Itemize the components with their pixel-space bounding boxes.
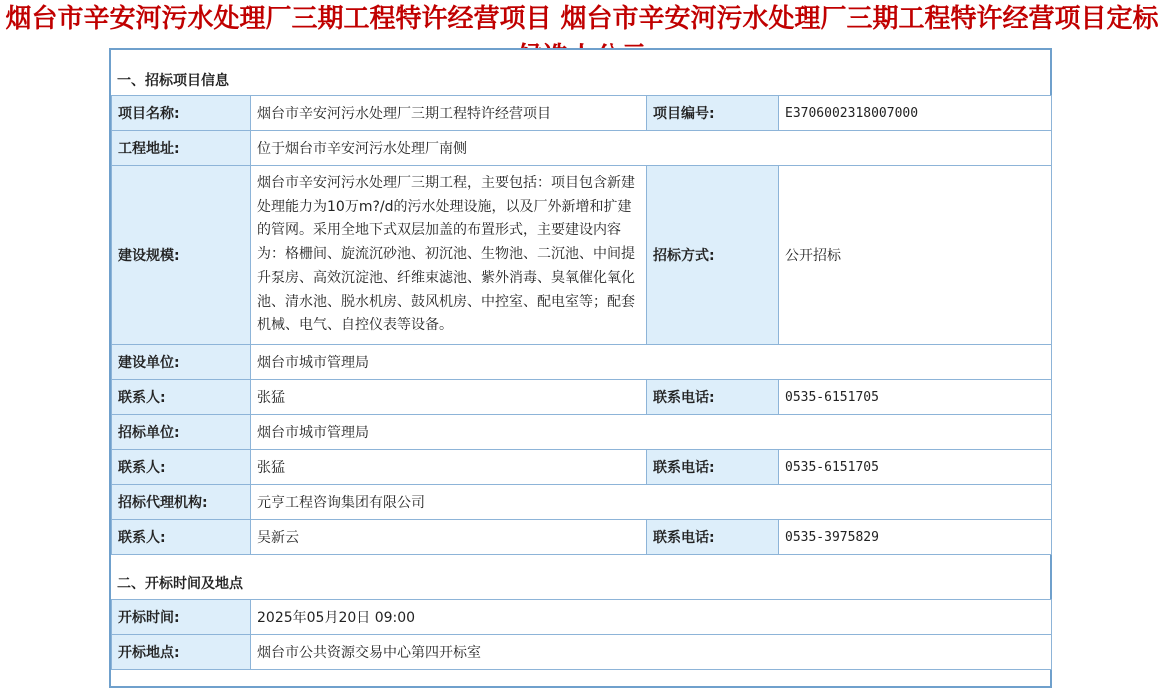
table-row (112, 415, 1052, 450)
project-code-value: E3706002318007000 (779, 96, 1052, 131)
opening-table (111, 599, 1052, 670)
tenderer-contact-label: 联系人: (112, 450, 251, 485)
tenderer-contact-value: 张猛 (251, 450, 647, 485)
table-row (112, 166, 1052, 345)
project-name-label: 项目名称: (112, 96, 251, 131)
page-title: 烟台市辛安河污水处理厂三期工程特许经营项目 烟台市辛安河污水处理厂三期工程特许经营项目定标 (5, 4, 1159, 34)
agency-label: 招标代理机构: (112, 485, 251, 520)
section-heading-bid-info: 一、招标项目信息 (117, 73, 229, 89)
address-value: 位于烟台市辛安河污水处理厂南侧 (251, 131, 1052, 166)
owner-value: 烟台市城市管理局 (251, 345, 1052, 380)
agency-contact-label: 联系人: (112, 520, 251, 555)
agency-value: 元亨工程咨询集团有限公司 (251, 485, 1052, 520)
table-row (112, 131, 1052, 166)
table-row (112, 96, 1052, 131)
table-row (112, 635, 1052, 670)
owner-contact-value: 张猛 (251, 380, 647, 415)
table-row (112, 345, 1052, 380)
owner-contact-label: 联系人: (112, 380, 251, 415)
table-row (112, 485, 1052, 520)
address-label: 工程地址: (112, 131, 251, 166)
method-value: 公开招标 (779, 166, 1052, 345)
project-name-value: 烟台市辛安河污水处理厂三期工程特许经营项目 (251, 96, 647, 131)
table-row (112, 520, 1052, 555)
table-row (112, 450, 1052, 485)
opening-place-value: 烟台市公共资源交易中心第四开标室 (251, 635, 1052, 670)
project-code-label: 项目编号: (647, 96, 779, 131)
owner-label: 建设单位: (112, 345, 251, 380)
tenderer-label: 招标单位: (112, 415, 251, 450)
section-heading-opening: 二、开标时间及地点 (117, 576, 243, 592)
table-row (112, 380, 1052, 415)
tenderer-phone-label: 联系电话: (647, 450, 779, 485)
tenderer-phone-value: 0535-6151705 (779, 450, 1052, 485)
agency-contact-value: 吴新云 (251, 520, 647, 555)
opening-time-value: 2025年05月20日 09:00 (251, 600, 1052, 635)
method-label: 招标方式: (647, 166, 779, 345)
opening-time-label: 开标时间: (112, 600, 251, 635)
owner-phone-value: 0535-6151705 (779, 380, 1052, 415)
agency-phone-value: 0535-3975829 (779, 520, 1052, 555)
scale-label: 建设规模: (112, 166, 251, 345)
tenderer-value: 烟台市城市管理局 (251, 415, 1052, 450)
opening-place-label: 开标地点: (112, 635, 251, 670)
agency-phone-label: 联系电话: (647, 520, 779, 555)
table-row (112, 600, 1052, 635)
scale-value: 烟台市辛安河污水处理厂三期工程，主要包括：项目包含新建处理能力为10万m?/d的污水处理设施，以及厂外新增和扩建的管网。采用全地下式双层加盖的布置形式，主要建设内容为：格栅间、旋流沉砂池、初沉池、生物池、二沉池、中间提升泵房、高效沉淀池、纤维束滤池、紫外消毒、臭氧催化氧化池、清水池、脱水机房、鼓风机房、中控室、配电室等；配套机械、电气、自控仪表等设备。 (251, 166, 647, 345)
bid-info-table (111, 95, 1052, 555)
owner-phone-label: 联系电话: (647, 380, 779, 415)
